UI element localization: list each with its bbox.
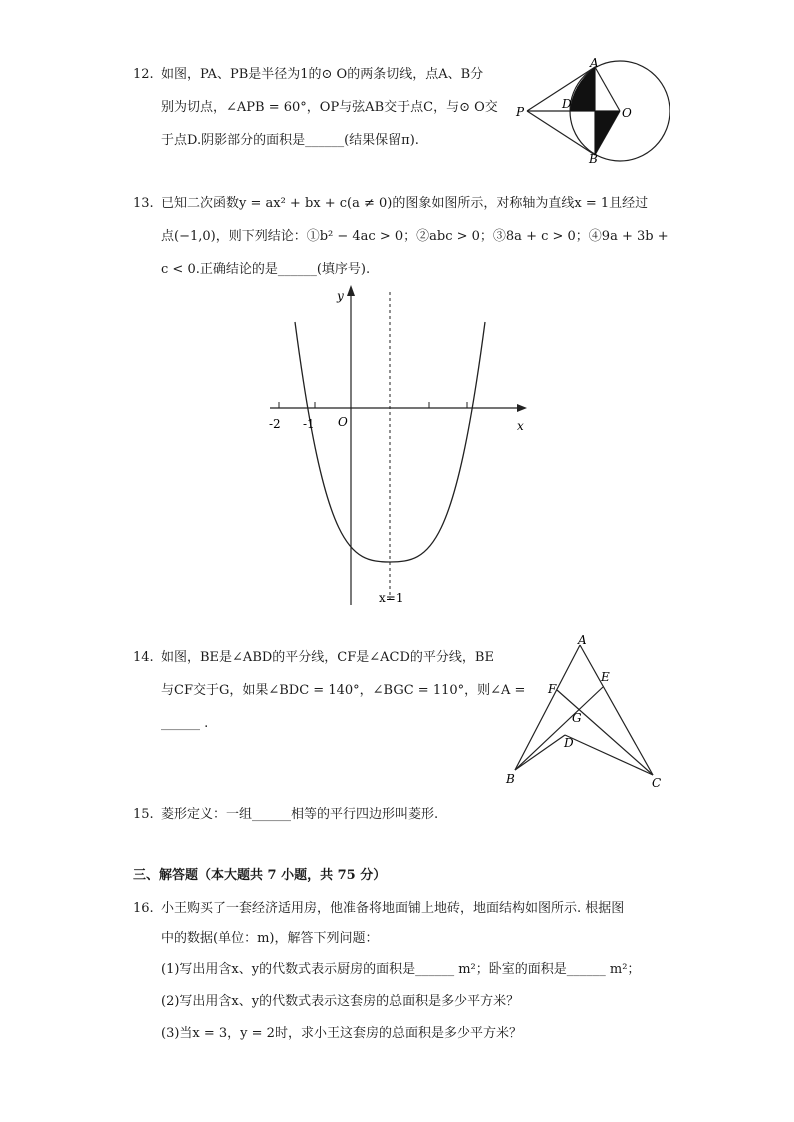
q14-label-b: B [506, 772, 515, 786]
q15-text: 菱形定义：一组______相等的平行四边形叫菱形. [161, 807, 439, 822]
q14-label-g: G [572, 711, 582, 725]
q14-line-1: 如图，BE是∠ABD的平分线，CF是∠ACD的平分线，BE [161, 650, 494, 665]
q15-number: 15. [133, 807, 154, 822]
q14-line-3: ______ . [161, 716, 209, 731]
q16-line-2: 中的数据(单位：m)，解答下列问题： [161, 931, 379, 946]
q12-label-a: A [590, 56, 599, 70]
q12-line-2: 别为切点，∠APB = 60°，OP与弦AB交于点C，与⊙ O交 [161, 100, 498, 115]
q14-label-e: E [601, 670, 610, 684]
q13-line-2: 点(−1,0)，则下列结论：①b² − 4ac > 0；②abc > 0；③8a + c > 0；④9a + 3b + [161, 229, 669, 244]
q13-parabola-graph [255, 280, 545, 610]
q12-circle-tangent-figure [510, 55, 670, 165]
q13-line-1: 已知二次函数y = ax² + bx + c(a ≠ 0)的图象如图所示，对称轴为直线x = 1且经过 [161, 196, 649, 211]
q16-line-1: 小王购买了一套经济适用房，他准备将地面铺上地砖，地面结构如图所示. 根据图 [161, 901, 625, 916]
q12-line-3: 于点D.阴影部分的面积是______(结果保留π). [161, 133, 419, 148]
q12-label-b: B [589, 152, 598, 165]
section3-title: 三、解答题（本大题共 7 小题，共 75 分） [133, 868, 387, 883]
q13-y-label: y [337, 289, 344, 303]
q13-line-3: c < 0.正确结论的是______(填序号). [161, 262, 371, 277]
q13-x-label: x [517, 419, 524, 433]
q14-label-d: D [564, 736, 574, 750]
q12-label-d: D [562, 97, 572, 111]
q13-number: 13. [133, 196, 154, 211]
q12-label-p: P [516, 105, 525, 119]
q12-line-1: 如图，PA、PB是半径为1的⊙ O的两条切线，点A、B分 [161, 67, 484, 82]
q13-tick-neg2: -2 [269, 417, 281, 431]
q16-line-4: (2)写出用含x、y的代数式表示这套房的总面积是多少平方米？ [161, 994, 520, 1009]
q13-origin-label: O [338, 415, 348, 429]
q16-line-3: (1)写出用含x、y的代数式表示厨房的面积是______ m²；卧室的面积是______ m²； [161, 962, 641, 977]
q13-axis-label: x=1 [379, 591, 404, 605]
q14-label-c: C [652, 776, 662, 790]
q14-label-f: F [548, 682, 557, 696]
q14-number: 14. [133, 650, 154, 665]
q13-tick-neg1: -1 [303, 417, 315, 431]
q14-label-a: A [578, 635, 587, 647]
q12-number: 12. [133, 67, 154, 82]
q14-line-2: 与CF交于G，如果∠BDC = 140°，∠BGC = 110°，则∠A = [161, 683, 526, 698]
q12-label-c: C [598, 97, 608, 111]
q16-line-5: (3)当x = 3，y = 2时，求小王这套房的总面积是多少平方米？ [161, 1026, 522, 1041]
q14-triangle-figure [500, 635, 670, 795]
q12-label-o: O [622, 106, 632, 120]
q16-number: 16. [133, 901, 154, 916]
